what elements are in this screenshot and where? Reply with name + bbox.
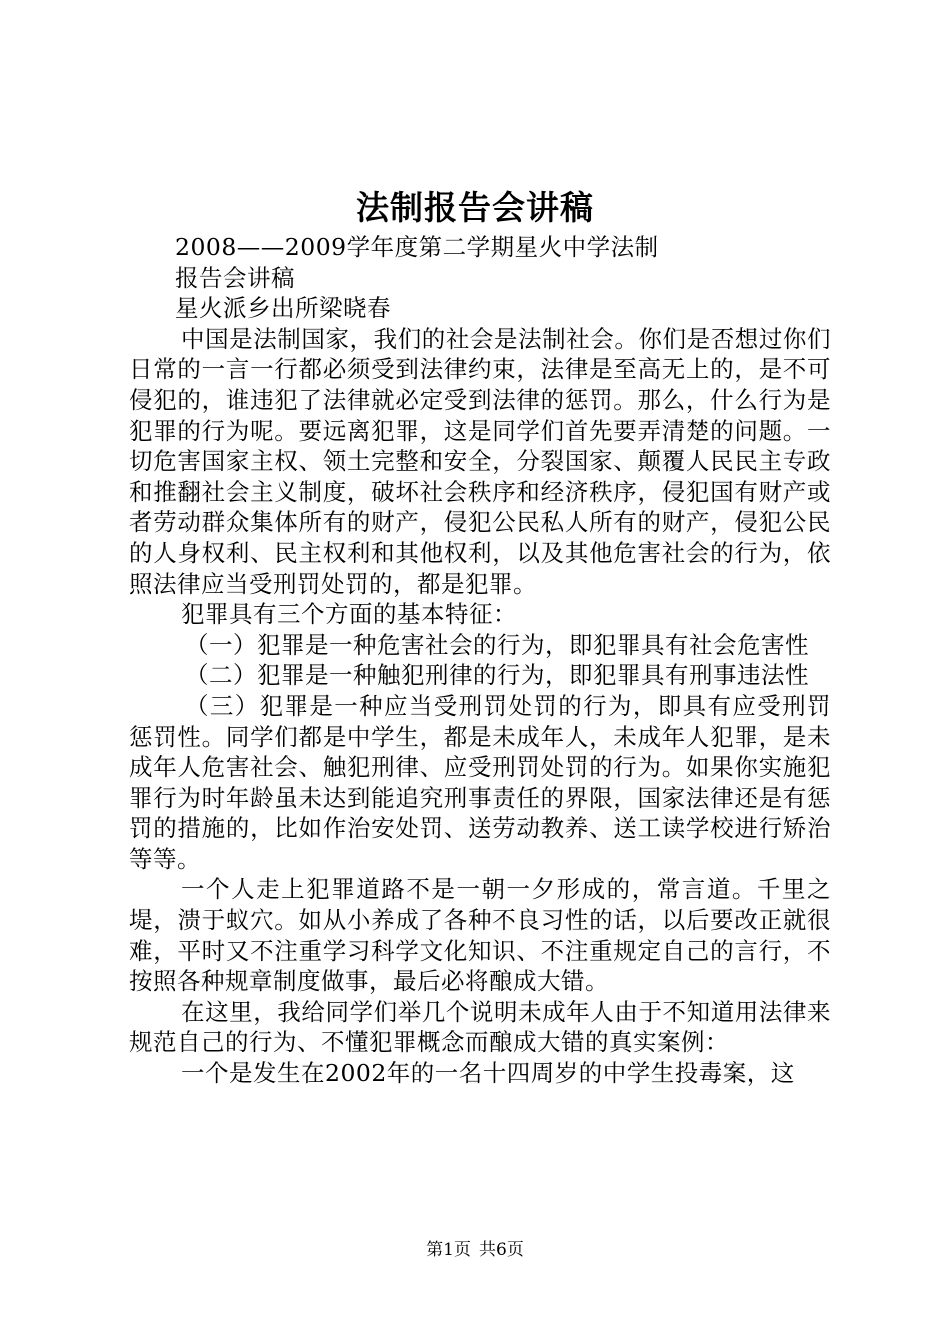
list-item: （一）犯罪是一种危害社会的行为，即犯罪具有社会危害性	[185, 630, 809, 659]
paragraph: 中国是法制国家，我们的社会是法制社会。你们是否想过你们日常的一言一行都必须受到法律约束，法律是至高无上的，是不可侵犯的，谁违犯了法律就必定受到法律的惩罚。那么，什么行为是犯罪的行为呢。要远离犯罪，这是同学们首先要弄清楚的问题。一切危害国家主权、领土完整和安全，分裂国家、颠覆人民民主专政和推翻社会主义制度，破坏社会秩序和经济秩序，侵犯国有财产或者劳动群众集体所有的财产，侵犯公民私人所有的财产，侵犯公民的人身权利、民主权利和其他权利，以及其他危害社会的行为，依照法律应当受刑罚处罚的，都是犯罪。	[129, 324, 831, 598]
author-line: 星火派乡出所梁晓春	[175, 294, 391, 323]
page-footer	[0, 1239, 950, 1261]
heading-line: 2008——2009学年度第二学期星火中学法制	[175, 233, 659, 261]
paragraph: 一个人走上犯罪道路不是一朝一夕形成的，常言道。千里之堤，溃于蚁穴。如从小养成了各种不良习性的话，以后要改正就很难，平时又不注重学习科学文化知识、不注重规定自己的言行，不按照各种规章制度做事，最后必将酿成大错。	[129, 875, 831, 996]
heading-line: 报告会讲稿	[175, 263, 295, 292]
paragraph: 犯罪具有三个方面的基本特征：	[181, 600, 517, 629]
paragraph: 在这里，我给同学们举几个说明未成年人由于不知道用法律来规范自己的行为、不懂犯罪概念而酿成大错的真实案例：	[129, 997, 831, 1057]
list-item: （三）犯罪是一种应当受刑罚处罚的行为，即具有应受刑罚惩罚性。同学们都是中学生，都是未成年人，未成年人犯罪，是未成年人危害社会、触犯刑律、应受刑罚处罚的行为。如果你实施犯罪行为时年龄虽未达到能追究刑事责任的界限，国家法律还是有惩罚的措施的，比如作治安处罚、送劳动教养、送工读学校进行矫治等等。	[129, 691, 831, 873]
page-total: 共6页	[479, 1240, 524, 1260]
paragraph: 一个是发生在2002年的一名十四周岁的中学生投毒案，这	[181, 1059, 795, 1088]
document-body	[129, 232, 831, 1089]
document-title: 法制报告会讲稿	[356, 188, 594, 227]
list-item: （二）犯罪是一种触犯刑律的行为，即犯罪具有刑事违法性	[185, 661, 809, 690]
page-number: 第1页	[426, 1240, 471, 1260]
